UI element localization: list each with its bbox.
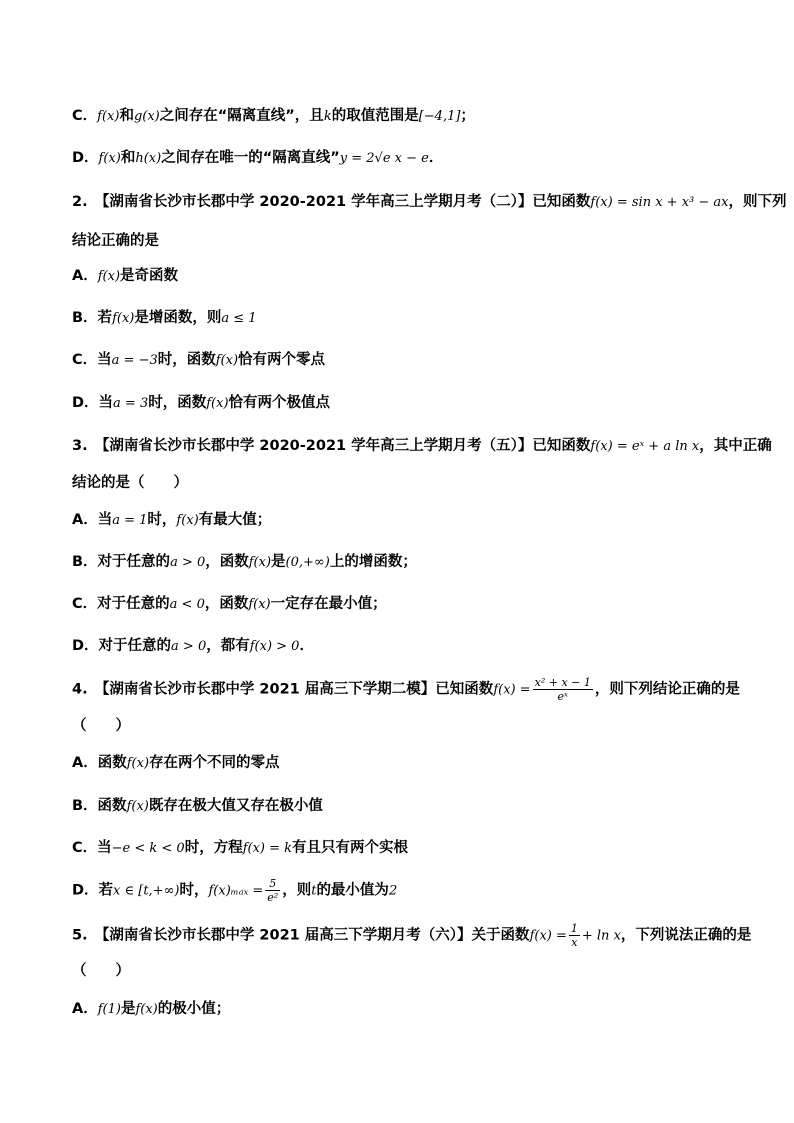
math-expression: f(x) bbox=[112, 311, 135, 326]
option-line bbox=[72, 350, 754, 371]
math-expression: a > 0 bbox=[170, 555, 206, 570]
text-run: 有且只有两个实根 bbox=[292, 840, 409, 856]
text-run: 时，方程 bbox=[184, 840, 243, 856]
math-expression: f(x) bbox=[206, 396, 229, 411]
text-run: 和 bbox=[120, 150, 136, 166]
text-run: 一定存在最小值； bbox=[270, 596, 387, 612]
fraction-denominator: x bbox=[571, 936, 578, 949]
text-run: B．若 bbox=[72, 310, 113, 326]
math-expression: h(x) bbox=[135, 151, 162, 166]
option-line bbox=[72, 999, 754, 1020]
math-expression: a > 0 bbox=[171, 639, 207, 654]
text-run: 的最小值为 bbox=[316, 882, 389, 899]
text-run: ，函数 bbox=[205, 554, 249, 570]
option-line bbox=[72, 594, 754, 615]
question-3-stem-cont bbox=[72, 473, 754, 493]
text-run: 结论正确的是 bbox=[72, 233, 159, 249]
fraction bbox=[533, 676, 593, 703]
math-expression: [−4,1] bbox=[418, 109, 461, 124]
text-run: 时，函数 bbox=[157, 352, 216, 368]
question-4-stem-cont bbox=[72, 716, 754, 736]
math-expression: a = 1 bbox=[112, 513, 148, 528]
math-expression: x ∈ [t,+∞) bbox=[113, 883, 180, 899]
math-expression: f(x) bbox=[248, 597, 271, 612]
fraction-numerator: 1 bbox=[570, 922, 578, 935]
question-5-stem-cont bbox=[72, 961, 754, 981]
text-run: 之间存在唯一的“隔离直线” bbox=[161, 150, 340, 166]
math-expression: a = −3 bbox=[111, 353, 158, 368]
math-expression: f(x) = eˣ + a ln x bbox=[590, 439, 700, 454]
fraction bbox=[569, 922, 580, 949]
text-run: A．当 bbox=[72, 512, 113, 528]
text-run: 4. 【湖南省长沙市长郡中学 2021 届高三下学期二模】已知函数 bbox=[72, 681, 494, 698]
text-run: ，则下列结论正确的是 bbox=[594, 681, 740, 698]
text-run: ，其中正确 bbox=[699, 438, 772, 454]
fraction-numerator: 5 bbox=[265, 877, 280, 891]
question-4-stem bbox=[72, 676, 754, 703]
math-expression: f(x) bbox=[97, 269, 121, 284]
text-run: 和 bbox=[119, 108, 134, 124]
text-run: A． bbox=[72, 268, 98, 284]
math-expression: f(x)ₘₐₓ = bbox=[208, 883, 264, 899]
option-line bbox=[72, 753, 754, 774]
math-expression: f(1) bbox=[97, 1002, 121, 1017]
text-run: 时， bbox=[179, 882, 209, 899]
text-run: 5. 【湖南省长沙市长郡中学 2021 届高三下学期月考（六）】关于函数 bbox=[72, 927, 530, 944]
text-run: ，都有 bbox=[206, 638, 250, 654]
text-run: D．若 bbox=[72, 882, 114, 899]
text-run: 时， bbox=[147, 512, 177, 528]
text-run: A． bbox=[72, 1001, 98, 1017]
fraction bbox=[265, 877, 280, 904]
math-expression: a ≤ 1 bbox=[221, 311, 257, 326]
math-expression: −e < k < 0 bbox=[111, 841, 185, 856]
option-line bbox=[72, 796, 754, 817]
fraction-denominator: eˣ bbox=[557, 690, 568, 703]
text-run: A．函数 bbox=[72, 755, 127, 771]
text-run: ； bbox=[460, 108, 475, 124]
math-expression: y = 2√e x − e bbox=[339, 151, 429, 166]
math-expression: f(x) = bbox=[529, 928, 567, 944]
question-2-stem-cont bbox=[72, 231, 754, 251]
math-expression: f(x) = k bbox=[242, 841, 293, 856]
text-run: 恰有两个零点 bbox=[238, 352, 326, 368]
question-5-stem bbox=[72, 922, 754, 949]
math-expression: f(x) = sin x + x³ − ax bbox=[590, 195, 729, 210]
math-expression: f(x) bbox=[98, 151, 121, 166]
math-expression: f(x) bbox=[126, 799, 149, 814]
text-run: 之间存在“隔离直线”，且 bbox=[159, 108, 324, 124]
math-expression: f(x) bbox=[248, 555, 272, 570]
fraction-denominator: e² bbox=[267, 891, 279, 904]
text-run: C．对于任意的 bbox=[72, 596, 170, 612]
text-run: 的取值范围是 bbox=[331, 108, 419, 124]
option-line bbox=[72, 106, 754, 127]
text-run: 的极小值； bbox=[157, 1001, 231, 1017]
text-run: ，函数 bbox=[204, 596, 249, 612]
text-run: 结论的是（ ） bbox=[72, 475, 188, 491]
text-run: 上的增函数； bbox=[329, 554, 417, 570]
question-2-stem bbox=[72, 192, 787, 213]
text-run: B．对于任意的 bbox=[72, 554, 171, 570]
math-expression: 2 bbox=[388, 883, 398, 899]
text-run: ． bbox=[428, 150, 444, 166]
option-line bbox=[72, 510, 754, 531]
math-expression: k bbox=[323, 109, 332, 124]
math-expression: f(x) bbox=[135, 1002, 158, 1017]
option-line bbox=[72, 148, 754, 169]
fraction-numerator: x² + x − 1 bbox=[534, 676, 591, 689]
math-expression: (0,+∞) bbox=[285, 555, 330, 570]
text-run: C．当 bbox=[72, 352, 112, 368]
math-expression: f(x) bbox=[176, 513, 199, 528]
text-run: （ ） bbox=[72, 718, 130, 734]
math-expression: a < 0 bbox=[169, 597, 205, 612]
math-expression: f(x) > 0 bbox=[249, 639, 300, 654]
question-3-stem bbox=[72, 436, 772, 457]
math-expression: f(x) bbox=[97, 109, 120, 124]
math-expression: + ln x bbox=[581, 928, 621, 944]
text-run: ，则 bbox=[282, 882, 312, 899]
text-run: 3. 【湖南省长沙市长郡中学 2020-2021 学年高三上学期月考（五）】已知函数 bbox=[72, 438, 591, 454]
text-run: 是 bbox=[271, 554, 286, 570]
text-run: （ ） bbox=[72, 963, 130, 979]
text-run: 是 bbox=[120, 1001, 136, 1017]
text-run: 是增函数，则 bbox=[134, 310, 222, 326]
text-run: D．对于任意的 bbox=[72, 638, 172, 654]
math-expression: f(x) = bbox=[493, 682, 531, 698]
text-run: 时，函数 bbox=[148, 395, 207, 411]
text-run: D．当 bbox=[72, 395, 114, 411]
text-run: C．当 bbox=[72, 840, 112, 856]
text-run: ，下列说法正确的是 bbox=[620, 927, 752, 944]
text-run: 有最大值； bbox=[198, 512, 272, 528]
text-run: C． bbox=[72, 108, 98, 124]
text-run: ，则下列 bbox=[728, 194, 787, 210]
math-expression: f(x) bbox=[126, 756, 150, 771]
text-run: 既存在极大值又存在极小值 bbox=[148, 798, 323, 814]
text-run: 恰有两个极值点 bbox=[228, 395, 331, 411]
math-expression: g(x) bbox=[133, 109, 160, 124]
option-line bbox=[72, 308, 754, 329]
text-run: 存在两个不同的零点 bbox=[149, 755, 280, 771]
option-line bbox=[72, 266, 754, 287]
text-run: D． bbox=[72, 150, 99, 166]
text-run: B．函数 bbox=[72, 798, 127, 814]
option-line bbox=[72, 877, 754, 904]
option-line bbox=[72, 393, 754, 414]
text-run: 是奇函数 bbox=[120, 268, 179, 284]
math-expression: a = 3 bbox=[113, 396, 149, 411]
option-line bbox=[72, 552, 754, 573]
text-run: 2. 【湖南省长沙市长郡中学 2020-2021 学年高三上学期月考（二）】已知函数 bbox=[72, 194, 591, 210]
math-expression: t bbox=[311, 883, 317, 899]
math-expression: f(x) bbox=[215, 353, 239, 368]
option-line bbox=[72, 838, 754, 859]
text-run: ． bbox=[299, 638, 314, 654]
option-line bbox=[72, 636, 754, 657]
